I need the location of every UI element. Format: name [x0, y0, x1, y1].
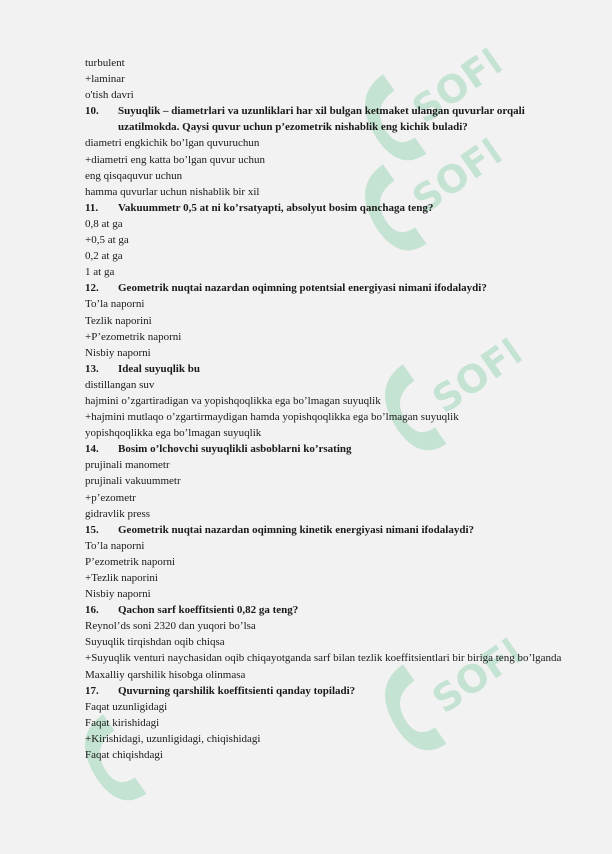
option-line: prujinali vakuummetr — [85, 475, 181, 488]
question-text: Geometrik nuqtai nazardan oqimning kinetik energiyasi nimani ifodalaydi? — [118, 523, 475, 536]
watermark-text: SOFF — [404, 31, 521, 133]
watermark-text: SOFF — [424, 321, 541, 423]
watermark-text: SOFF — [404, 121, 521, 223]
question-heading — [85, 103, 565, 135]
option-line: 1 at ga — [85, 266, 115, 279]
question-heading — [85, 683, 565, 699]
option-line: +Suyuqlik venturi naychasidan oqib chiqayotganda sarf bilan tezlik koeffitsientlari bir biriga teng bo’lganda — [85, 652, 562, 665]
question-heading — [85, 200, 565, 216]
question-heading — [85, 361, 565, 377]
option-line: distillangan suv — [85, 378, 155, 391]
question-number: 13. — [85, 362, 99, 375]
option-line: Suyuqlik tirqishdan oqib chiqsa — [85, 636, 225, 649]
option-line: turbulent — [85, 57, 125, 69]
question-text: Geometrik nuqtai nazardan oqimning potentsial energiyasi nimani ifodalaydi? — [118, 282, 487, 295]
option-line: +0,5 at ga — [85, 234, 129, 247]
question-number: 16. — [85, 604, 99, 617]
option-line: hajmini o’zgartiradigan va yopishqoqlikka ega bo’lmagan suyuqlik — [85, 394, 381, 407]
question-text: Bosim o’lchovchi suyuqlikli asboblarni ko’rsating — [118, 443, 352, 456]
option-line: Reynol’ds soni 2320 dan yuqori bo’lsa — [85, 620, 256, 633]
option-line: Nisbiy naporni — [85, 346, 151, 359]
question-number: 15. — [85, 523, 99, 536]
option-line: yopishqoqlikka ega bo’lmagan suyuqlik — [85, 427, 262, 440]
question-number: 11. — [85, 201, 99, 214]
option-line: To’la naporni — [85, 298, 145, 311]
question-number: 17. — [85, 684, 99, 697]
option-line: prujinali manometr — [85, 459, 170, 472]
option-line: +diametri eng katta bo’lgan quvur uchun — [85, 153, 266, 166]
option-line: +laminar — [85, 73, 125, 86]
option-line: +Tezlik naporini — [85, 572, 158, 584]
option-line: +Kirishidagi, uzunligidagi, chiqishidagi — [85, 732, 261, 745]
question-number: 14. — [85, 443, 99, 456]
option-line: Faqat uzunligidagi — [85, 700, 168, 713]
option-line: 0,8 at ga — [85, 217, 123, 230]
option-line: P’ezometrik naporni — [85, 555, 176, 568]
option-line: diametri engkichik bo’lgan quvuruchun — [85, 137, 260, 150]
question-text: Quvurning qarshilik koeffitsienti qanday topiladi? — [118, 684, 356, 697]
question-text: Vakuummetr 0,5 at ni ko’rsatyapti, absolyut bosim qanchaga teng? — [118, 201, 434, 214]
option-line: hamma quvurlar uchun nishablik bir xil — [85, 185, 260, 198]
question-number: 10. — [85, 105, 99, 118]
option-line: Tezlik naporini — [85, 314, 152, 327]
question-number: 12. — [85, 282, 99, 295]
option-line: 0,2 at ga — [85, 250, 123, 263]
option-line: o'tish davri — [85, 89, 134, 102]
document-body — [85, 55, 565, 763]
option-line: gidravlik press — [85, 507, 151, 520]
option-line: +hajmini mutlaqo o’zgartirmaydigan hamda yopishqoqlikka ega bo’lmagan suyuqlik — [85, 411, 459, 424]
question-text: Qachon sarf koeffitsienti 0,82 ga teng? — [118, 604, 299, 617]
option-line: Faqat kirishidagi — [85, 716, 160, 729]
question-text: Ideal suyuqlik bu — [118, 362, 200, 375]
option-line: To’la naporni — [85, 539, 145, 552]
option-line: +p’ezometr — [85, 491, 136, 504]
option-line: +P’ezometrik naporni — [85, 330, 182, 343]
option-line: Nisbiy naporni — [85, 588, 151, 601]
question-text: Suyuqlik – diametrlari va uzunliklari har xil bulgan ketmaket ulangan quvurlar orqali uzatilmokda. Qaysi quvur uchun p’ezometrik nishablik eng kichik buladi? — [118, 105, 525, 134]
option-line: eng qisqaquvur uchun — [85, 169, 183, 182]
question-heading — [85, 602, 565, 618]
option-line: Maxalliy qarshilik hisobga olinmasa — [85, 668, 246, 681]
question-heading — [85, 280, 565, 296]
question-heading — [85, 522, 565, 538]
question-heading — [85, 441, 565, 457]
watermark-text: SOFF — [424, 621, 541, 723]
option-line: Faqat chiqishdagi — [85, 749, 163, 762]
